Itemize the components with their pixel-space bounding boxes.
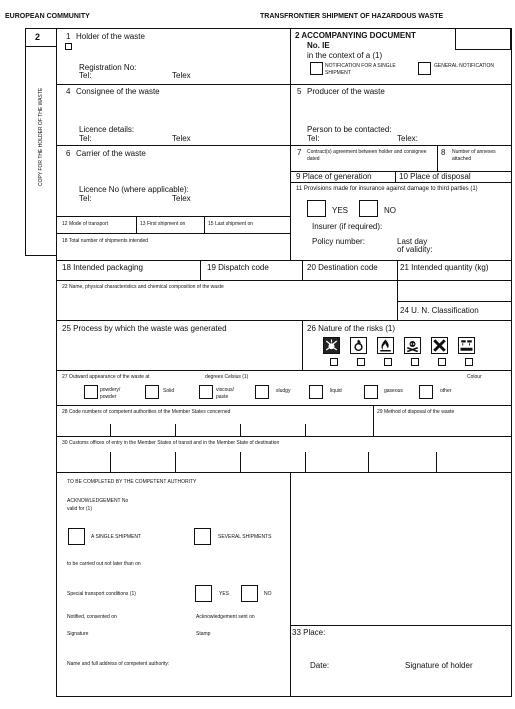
s7-num: 7 — [297, 148, 302, 157]
appearance-gaseous-label: gaseous — [384, 388, 403, 394]
risk-toxic-checkbox[interactable] — [411, 358, 419, 366]
s33-date: Date: — [310, 661, 330, 670]
appearance-gaseous-checkbox[interactable] — [364, 385, 378, 399]
s28-text: 28 Code numbers of competent authorities of the Member States concerned — [62, 409, 231, 415]
s11-text: 11 Provisions made for insurance against damage to third parties (1) — [296, 186, 478, 192]
s26-text: 26 Nature of the risks (1) — [307, 324, 396, 333]
s1-registration: Registration No: — [79, 63, 137, 72]
auth-no-checkbox[interactable] — [241, 585, 258, 602]
auth-ack-sent: Acknowledgement sent on — [196, 614, 255, 620]
s11-validity: of validity: — [397, 245, 433, 254]
harmful-hazard-icon — [431, 337, 448, 354]
s30-text: 30 Customs offices of entry in the Member States of transit and in the Member State of destination — [62, 440, 280, 446]
appearance-sludgy-checkbox[interactable] — [255, 385, 269, 399]
s4-tel: Tel: — [79, 134, 92, 143]
auth-ack: ACKNOWLEDGEMENT No — [67, 498, 129, 504]
appearance-solid-label: Solid — [163, 388, 175, 394]
s27-text: 27 Outward appearance of the waste at — [62, 374, 150, 380]
s5-tel: Tel: — [307, 134, 320, 143]
appearance-powdery-checkbox[interactable] — [84, 385, 98, 399]
appearance-other-label: other — [440, 388, 452, 394]
auth-several-checkbox[interactable] — [194, 528, 211, 545]
corrosive-hazard-icon — [458, 337, 475, 354]
s5-contact: Person to be contacted: — [307, 125, 392, 134]
s25-text: 25 Process by which the waste was generated — [62, 324, 227, 333]
s2-whole-label: NOTIFICATION FOR A SINGLE SHIPMENT — [325, 63, 396, 76]
copy-number: 2 — [35, 32, 41, 42]
auth-yes-checkbox[interactable] — [195, 585, 212, 602]
auth-yes-label: YES — [219, 591, 230, 597]
risk-flammable-checkbox[interactable] — [384, 358, 392, 366]
s4-licence: Licence details: — [79, 125, 135, 134]
s2-no: No. IE — [307, 41, 330, 50]
auth-single-checkbox[interactable] — [68, 528, 85, 545]
s1-tel: Tel: — [79, 71, 92, 80]
s33-signature: Signature of holder — [405, 661, 473, 670]
s1-num: 1 — [66, 32, 71, 41]
s11-no-checkbox[interactable] — [359, 200, 378, 217]
explosive-hazard-icon — [323, 337, 340, 354]
appearance-sludgy-label: sludgy — [276, 388, 291, 394]
s6-title: Carrier of the waste — [76, 149, 146, 158]
risk-oxidizing-checkbox[interactable] — [357, 358, 365, 366]
s9-text: 9 Place of generation — [296, 172, 372, 181]
s27-degrees: degrees Celsius (1) — [205, 374, 249, 380]
s11-no-label: NO — [384, 206, 396, 215]
s4-num: 4 — [66, 87, 71, 96]
s5-num: 5 — [297, 87, 302, 96]
s5-telex: Telex: — [397, 134, 418, 143]
s2-context: in the context of a (1) — [307, 51, 383, 60]
risk-explosive-checkbox[interactable] — [330, 358, 338, 366]
appearance-liquid-label: liquid — [330, 388, 342, 394]
s8-text: Number of annexes attached — [452, 149, 496, 162]
s21-text: 21 Intended quantity (kg) — [400, 263, 489, 272]
auth-no-label: NO — [264, 591, 272, 597]
s11-yes-checkbox[interactable] — [307, 200, 326, 217]
s20-text: 20 Destination code — [307, 263, 378, 272]
auth-notified: Notified, consented on — [67, 614, 117, 620]
header-left: EUROPEAN COMMUNITY — [5, 13, 90, 20]
auth-title: TO BE COMPLETED BY THE COMPETENT AUTHORITY — [67, 479, 197, 485]
s4-title: Consignee of the waste — [76, 87, 160, 96]
s2-general-label: GENERAL NOTIFICATION — [434, 63, 495, 69]
s7-text: Contract(s) agreement between holder and consignee dated — [307, 149, 427, 162]
auth-special: Special transport conditions (1) — [67, 591, 136, 597]
s11-yes-label: YES — [332, 206, 349, 215]
auth-carried: to be carried out not later than on — [67, 561, 141, 567]
s18a-text: 18 Total number of shipments intended — [62, 238, 149, 244]
s12-text: 12 Mode of transport — [62, 221, 109, 227]
auth-name: Name and full address of competent authority: — [67, 661, 170, 667]
oxidizing-hazard-icon — [350, 337, 367, 354]
s18b-text: 18 Intended packaging — [62, 263, 143, 272]
risk-corrosive-checkbox[interactable] — [465, 358, 473, 366]
s10-text: 10 Place of disposal — [399, 172, 471, 181]
s6-licence: Licence No (where applicable): — [79, 185, 189, 194]
s6-num: 6 — [66, 149, 71, 158]
s2-general-checkbox[interactable] — [418, 62, 431, 75]
s11-insurer: Insurer (if required): — [312, 222, 383, 231]
s11-last-day: Last day — [397, 237, 428, 246]
s5-title: Producer of the waste — [307, 87, 385, 96]
s19-text: 19 Dispatch code — [207, 263, 269, 272]
toxic-hazard-icon — [404, 337, 421, 354]
s29-text: 29 Method of disposal of the waste — [377, 409, 455, 415]
flammable-hazard-icon — [377, 337, 394, 354]
auth-valid: valid for (1) — [67, 506, 93, 512]
s27-colour: Colour — [467, 374, 482, 380]
s8-num: 8 — [441, 148, 446, 157]
side-label: COPY FOR THE HOLDER OF THE WASTE — [38, 87, 44, 186]
s2-title: 2 ACCOMPANYING DOCUMENT — [295, 31, 416, 40]
appearance-solid-checkbox[interactable] — [145, 385, 159, 399]
s4-telex: Telex — [172, 134, 191, 143]
s2-whole-checkbox[interactable] — [310, 62, 323, 75]
header-right: TRANSFRONTIER SHIPMENT OF HAZARDOUS WASTE — [260, 13, 444, 20]
s11-policy: Policy number: — [312, 237, 365, 246]
risk-harmful-checkbox[interactable] — [438, 358, 446, 366]
s15-text: 15 Last shipment on — [208, 221, 254, 227]
appearance-other-checkbox[interactable] — [419, 385, 433, 399]
appearance-liquid-checkbox[interactable] — [309, 385, 323, 399]
auth-single-label: A SINGLE SHIPMENT — [91, 534, 142, 540]
auth-stamp: Stamp — [196, 631, 211, 637]
s1-telex: Telex — [172, 71, 191, 80]
appearance-viscous-label: viscous/ paste — [216, 387, 235, 400]
s1-title: Holder of the waste — [76, 32, 145, 41]
auth-several-label: SEVERAL SHIPMENTS — [218, 534, 272, 540]
s33-place: 33 Place: — [292, 628, 326, 637]
s22-text: 22 Name, physical characteristics and chemical composition of the waste — [62, 284, 224, 290]
s24-text: 24 U. N. Classification — [400, 306, 479, 315]
appearance-powdery-label: powdery/ powder — [100, 387, 121, 400]
s6-tel: Tel: — [79, 194, 92, 203]
s6-telex: Telex — [172, 194, 191, 203]
s1-checkbox[interactable] — [65, 43, 72, 50]
appearance-viscous-checkbox[interactable] — [199, 385, 213, 399]
auth-signature: Signature — [67, 631, 89, 637]
s13-text: 13 First shipment on — [140, 221, 186, 227]
